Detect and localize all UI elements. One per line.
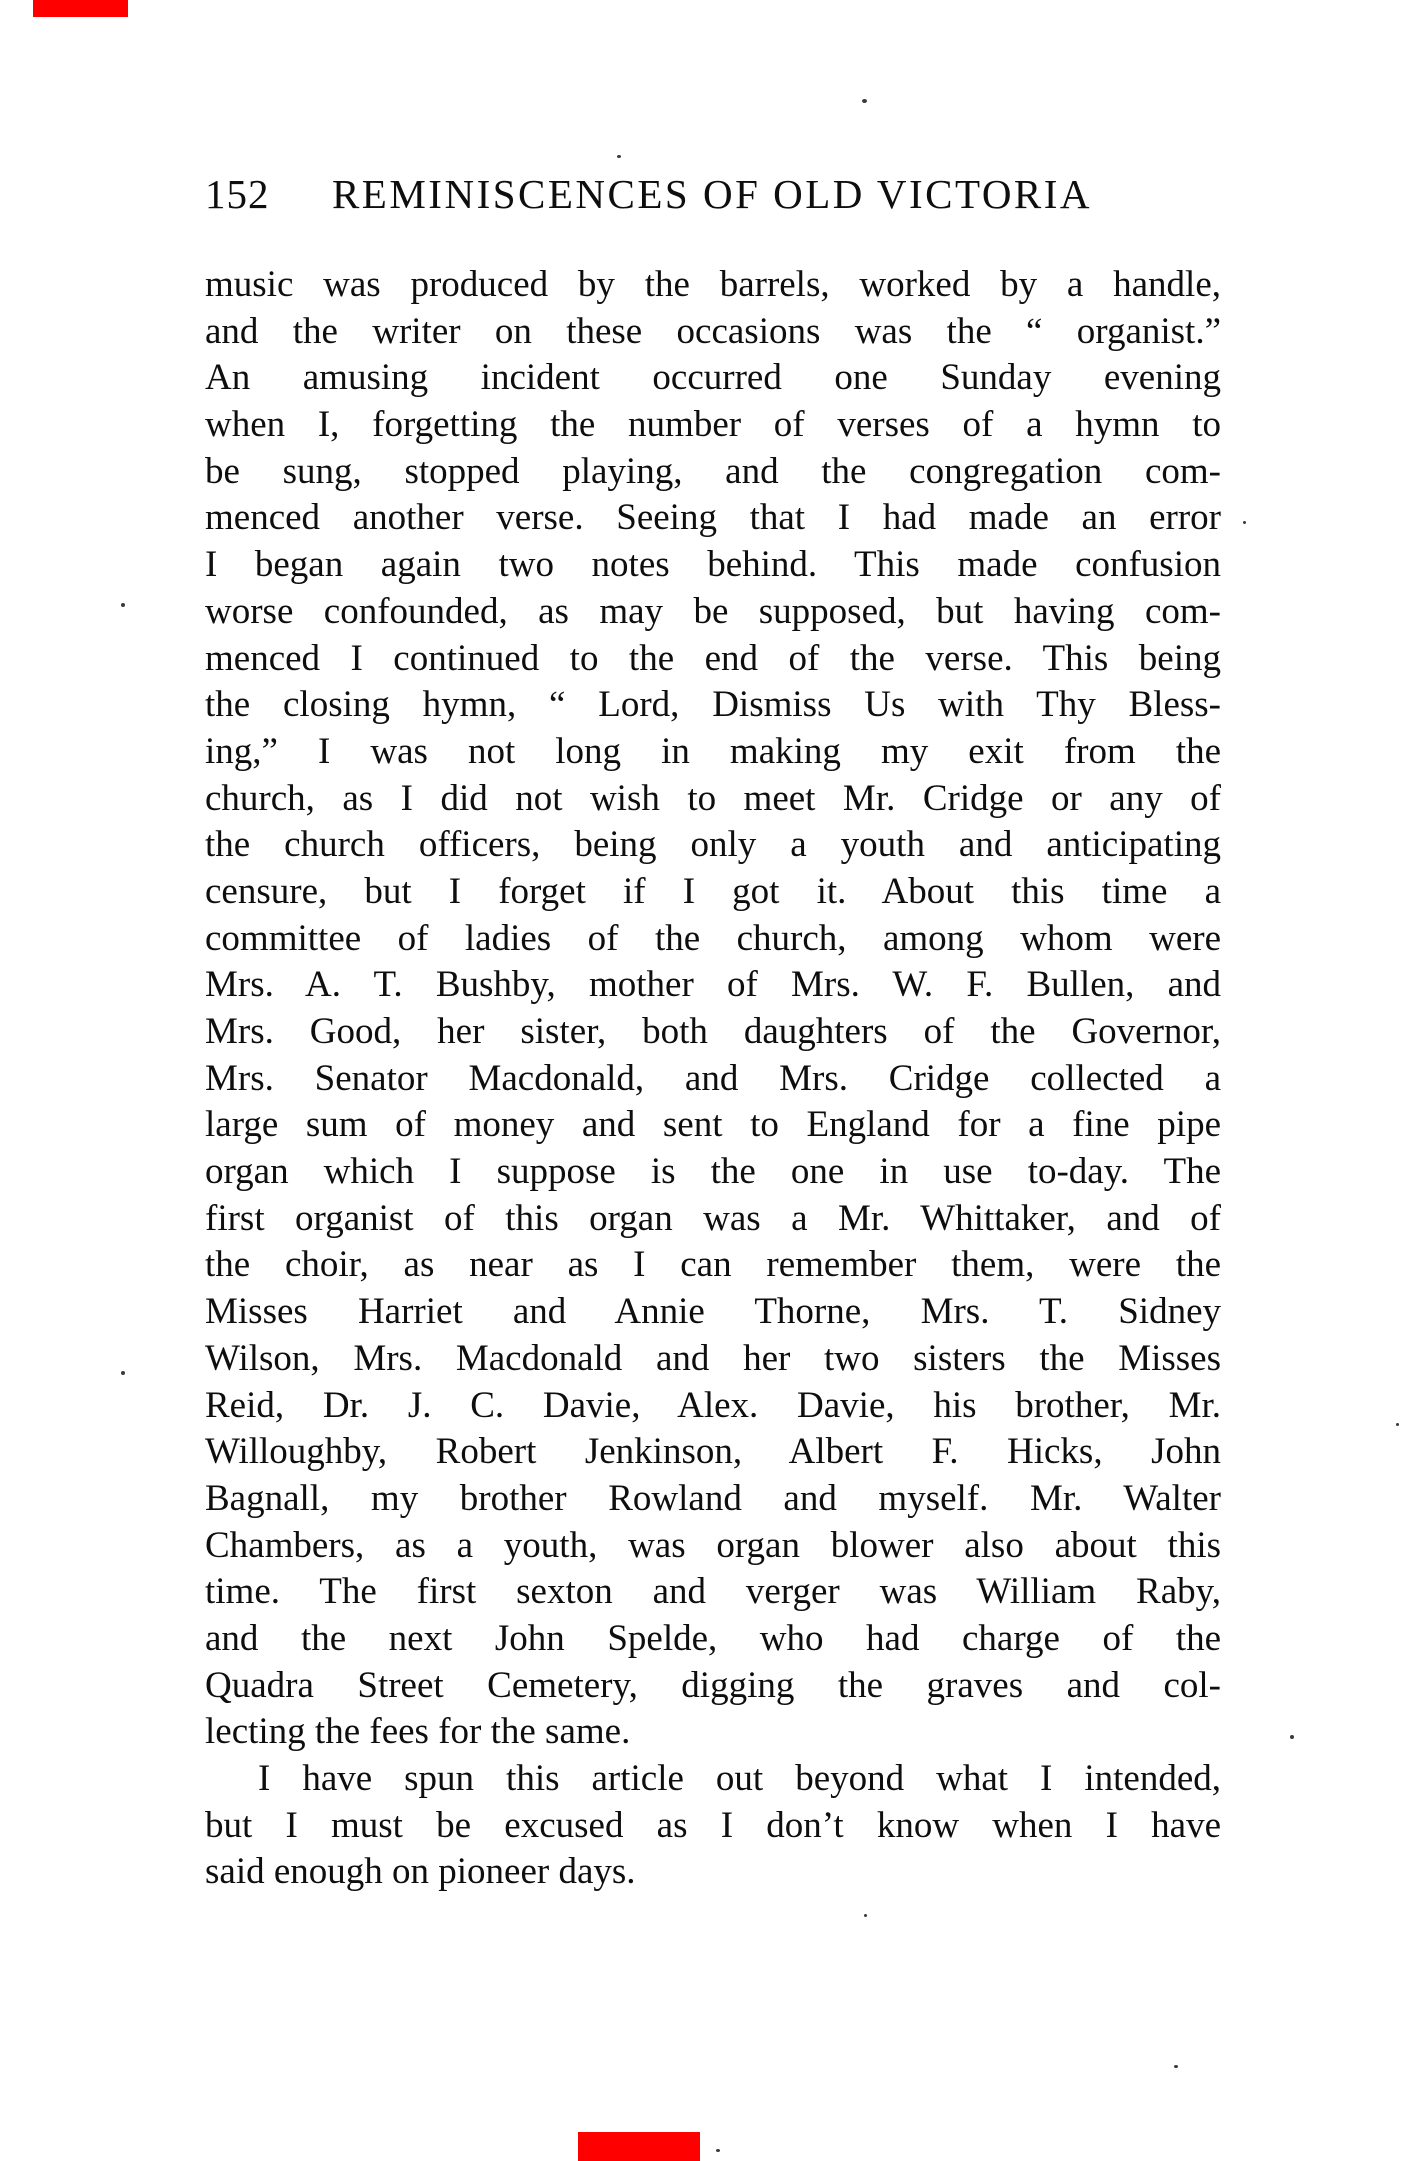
text-line: menced another verse. Seeing that I had made an error — [205, 497, 1221, 539]
text-line: and the next John Spelde, who had charge of the — [205, 1617, 1221, 1659]
text-line: first organist of this organ was a Mr. Whittaker, and of — [205, 1197, 1221, 1239]
text-line: Quadra Street Cemetery, digging the graves and col- — [205, 1664, 1221, 1706]
red-registration-mark-bottom — [578, 2132, 700, 2161]
text-line: lecting the fees for the same. — [205, 1711, 631, 1753]
text-line: and the writer on these occasions was the “ organist.” — [205, 310, 1221, 352]
text-line: music was produced by the barrels, worked by a handle, — [205, 264, 1221, 305]
text-line: be sung, stopped playing, and the congregation com- — [205, 450, 1221, 492]
scan-speck — [862, 99, 867, 103]
body-text — [205, 262, 1221, 1896]
text-line: I began again two notes behind. This made confusion — [205, 544, 1221, 586]
text-line: Mrs. Senator Macdonald, and Mrs. Cridge collected a — [205, 1057, 1221, 1099]
scan-speck — [716, 2149, 720, 2152]
text-line: An amusing incident occurred one Sunday evening — [205, 357, 1221, 399]
scan-speck — [121, 603, 125, 607]
text-line: when I, forgetting the number of verses of a hymn to — [205, 404, 1221, 446]
scan-speck — [864, 1914, 867, 1917]
text-line: church, as I did not wish to meet Mr. Cridge or any of — [205, 777, 1221, 819]
text-line: but I must be excused as I don’t know when I have — [205, 1804, 1221, 1846]
scan-speck — [1174, 2065, 1178, 2068]
text-line: Wilson, Mrs. Macdonald and her two sisters the Misses — [205, 1337, 1221, 1379]
text-line: worse confounded, as may be supposed, but having com- — [205, 590, 1221, 632]
scan-speck — [1290, 1735, 1294, 1739]
text-line: ing,” I was not long in making my exit from the — [205, 730, 1221, 772]
text-line: Reid, Dr. J. C. Davie, Alex. Davie, his brother, Mr. — [205, 1384, 1221, 1426]
running-title: REMINISCENCES OF OLD VICTORIA — [331, 171, 1093, 217]
text-line: time. The first sexton and verger was William Raby, — [205, 1571, 1221, 1613]
text-line: Mrs. A. T. Bushby, mother of Mrs. W. F. Bullen, and — [205, 964, 1221, 1006]
text-line: the choir, as near as I can remember them, were the — [205, 1244, 1221, 1286]
text-line: Chambers, as a youth, was organ blower also about this — [205, 1524, 1221, 1566]
text-line: the closing hymn, “ Lord, Dismiss Us with Thy Bless- — [205, 684, 1221, 726]
text-line: Mrs. Good, her sister, both daughters of the Governor, — [205, 1011, 1221, 1052]
scan-speck — [121, 1371, 125, 1375]
running-header — [0, 170, 1415, 220]
text-line: large sum of money and sent to England for a fine pipe — [205, 1104, 1221, 1146]
text-line: Willoughby, Robert Jenkinson, Albert F. Hicks, John — [205, 1431, 1221, 1473]
text-line: committee of ladies of the church, among whom were — [205, 917, 1221, 959]
text-line: Bagnall, my brother Rowland and myself. Mr. Walter — [205, 1477, 1221, 1519]
text-line: Misses Harriet and Annie Thorne, Mrs. T. Sidney — [205, 1291, 1221, 1333]
scan-speck — [1243, 521, 1246, 524]
text-line: the church officers, being only a youth and anticipating — [205, 824, 1221, 866]
text-line: menced I continued to the end of the verse. This being — [205, 637, 1221, 679]
text-line: censure, but I forget if I got it. About this time a — [205, 870, 1221, 912]
red-registration-mark-top — [33, 0, 128, 17]
text-line: organ which I suppose is the one in use to-day. The — [205, 1151, 1221, 1193]
scan-speck — [617, 155, 621, 158]
text-line: I have spun this article out beyond what I intended, — [258, 1758, 1221, 1799]
page-number: 152 — [205, 171, 270, 217]
scan-speck — [1396, 1423, 1399, 1426]
text-line: said enough on pioneer days. — [205, 1851, 636, 1893]
